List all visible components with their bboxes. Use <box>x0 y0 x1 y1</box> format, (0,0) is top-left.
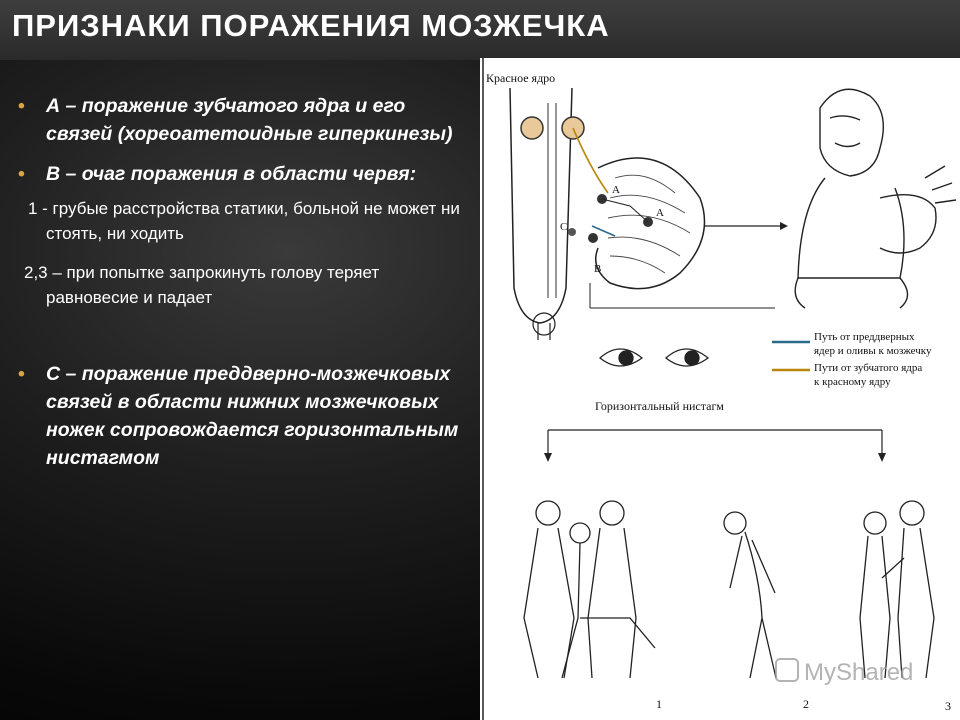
legend-line-2: ядер и оливы к мозжечку <box>814 345 932 357</box>
text-column <box>18 92 466 472</box>
letter-a-2: А <box>656 207 664 219</box>
watermark <box>776 659 913 686</box>
panel-number-3: 3 <box>945 699 951 713</box>
nystagmus-label: Горизонтальный нистагм <box>595 399 724 413</box>
sub-item-1: 1 - грубые расстройства статики, больной не может ни стоять, ни ходить <box>28 199 460 243</box>
legend-line-4: к красному ядру <box>814 376 891 388</box>
nystagmus-eyes <box>600 349 708 366</box>
watermark-text: MyShared <box>804 659 914 686</box>
bullet-b-text: В – очаг поражения в области червя: <box>46 163 417 185</box>
illustration-svg <box>480 58 960 720</box>
letter-b: В <box>594 263 602 275</box>
spinal-cord-section <box>533 313 555 335</box>
bullet-c <box>18 360 466 472</box>
panel-1-figure <box>524 501 655 678</box>
red-nucleus-left <box>521 117 543 139</box>
panel-3-figure <box>860 501 934 678</box>
lesion-c <box>568 228 576 236</box>
panel-2-figure <box>724 512 776 678</box>
lesion-b <box>588 233 598 243</box>
letter-c: С <box>560 221 568 233</box>
red-nucleus-label: Красное ядро <box>486 71 556 85</box>
legend-line-1: Путь от преддверных <box>814 331 915 343</box>
bullet-dot-icon: • <box>18 363 25 385</box>
bullet-c-text: С – поражение преддверно-мозжечковых связей в области нижних мозжечковых ножек сопровождается горизонтальным нистагмом <box>46 363 459 469</box>
bullet-a <box>18 92 466 148</box>
bullet-a-text: А – поражение зубчатого ядра и его связей (хореоатетоидные гиперкинезы) <box>46 95 453 145</box>
sub-item-2: 2,3 – при попытке запрокинуть голову теряет равновесие и падает <box>24 263 380 307</box>
letter-a-1: А <box>612 184 620 196</box>
bullet-b <box>18 160 466 188</box>
hyperkinesis-figure <box>795 89 956 308</box>
panel-number-2: 2 <box>803 697 809 711</box>
bullet-dot-icon: • <box>18 163 25 185</box>
legend-line-3: Пути от зубчатого ядра <box>814 362 923 374</box>
panel-number-1: 1 <box>656 697 662 711</box>
slide-title: ПРИЗНАКИ ПОРАЖЕНИЯ МОЗЖЕЧКА <box>12 8 610 43</box>
bullet-dot-icon: • <box>18 95 25 117</box>
medical-illustration <box>480 58 960 720</box>
